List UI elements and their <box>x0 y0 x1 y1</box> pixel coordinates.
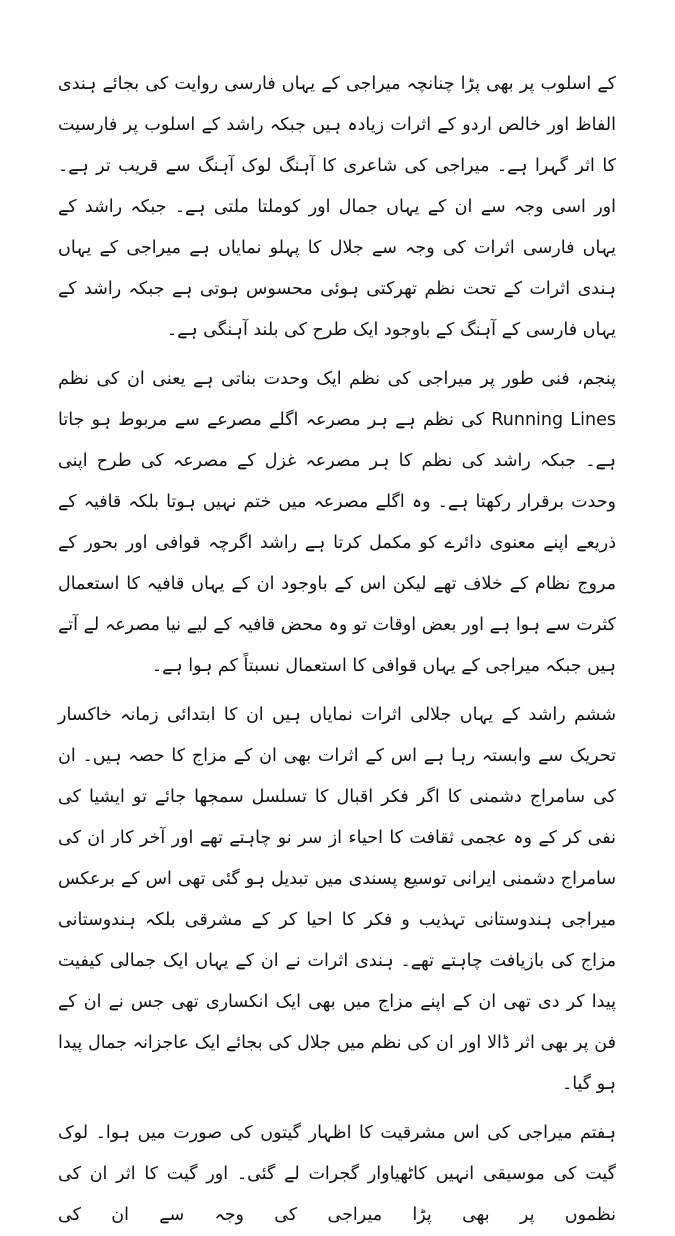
page-text <box>58 64 616 1236</box>
paragraph-style-comparison: کے اسلوب پر بھی پڑا چنانچہ میراجی کے یہاں فارسی روایت کی بجائے ہندی الفاظ اور خالص اردو کے اثرات زیادہ ہیں جبکہ راشد کے اسلوب پر فارسیت کا اثر گہرا ہے۔ میراجی کی شاعری کا آہنگ لوک آہنگ سے قریب تر ہے۔ اور اسی وجہ سے ان کے یہاں جمال اور کوملتا ملتی ہے۔ جبکہ راشد کے یہاں فارسی اثرات کی وجہ سے جلال کا پہلو نمایاں ہے میراجی کے یہاں ہندی اثرات کے تحت نظم تھرکتی ہوئی محسوس ہوتی ہے جبکہ راشد کے یہاں فارسی کے آہنگ کے باوجود ایک طرح کی بلند آہنگی ہے۔ <box>58 74 616 340</box>
paragraph-seventh-point: ہفتم میراجی کی اس مشرقیت کا اظہار گیتوں کی صورت میں ہوا۔ لوک گیت کی موسیقی انہیں کاٹھیاوار گجرات لے گئی۔ اور گیت کا اثر ان کی نظموں پر بھی پڑا میراجی کی وجہ سے ان کی <box>58 1123 616 1225</box>
paragraph-sixth-point: ششم راشد کے یہاں جلالی اثرات نمایاں ہیں ان کا ابتدائی زمانہ خاکسار تحریک سے وابستہ رہا ہے اس کے اثرات بھی ان کے مزاج کا حصہ ہیں۔ ان کی سامراج دشمنی کا اگر فکر اقبال کا تسلسل سمجھا جائے تو ایشیا کی نفی کر کے وہ عجمی ثقافت کا احیاء از سر نو چاہتے تھے اور آخر کار ان کی سامراج دشمنی ایرانی توسیع پسندی میں تبدیل ہو گئی تھی اس کے برعکس میراجی ہندوستانی تہذیب و فکر کا احیا کر کے مشرقی بلکہ ہندوستانی مزاج کی بازیافت چاہتے تھے۔ ہندی اثرات نے ان کے یہاں ایک جمالی کیفیت پیدا کر دی تھی ان کے اپنے مزاج میں بھی ایک انکساری تھی جس نے ان کے فن پر بھی اثر ڈالا اور ان کی نظم میں جلال کی بجائے ایک عاجزانہ جمال پیدا ہو گیا۔ <box>58 705 616 1094</box>
paragraph-fifth-point: پنجم، فنی طور پر میراجی کی نظم ایک وحدت بناتی ہے یعنی ان کی نظم Running Lines کی نظم ہے ہر مصرعہ اگلے مصرعے سے مربوط ہو جاتا ہے۔ جبکہ راشد کی نظم کا ہر مصرعہ غزل کے مصرعہ کی طرح اپنی وحدت برقرار رکھتا ہے۔ وہ اگلے مصرعہ میں ختم نہیں ہوتا بلکہ قافیہ کے ذریعے اپنے معنوی دائرے کو مکمل کرتا ہے راشد اگرچہ قوافی اور بحور کے مروج نظام کے خلاف تھے لیکن اس کے باوجود ان کے یہاں قافیہ کا استعمال کثرت سے ہوا ہے اور بعض اوقات تو وہ محض قافیہ کے لیے نیا مصرعہ لے آتے ہیں جبکہ میراجی کے یہاں قوافی کا استعمال نسبتاً کم ہوا ہے۔ <box>58 369 616 676</box>
